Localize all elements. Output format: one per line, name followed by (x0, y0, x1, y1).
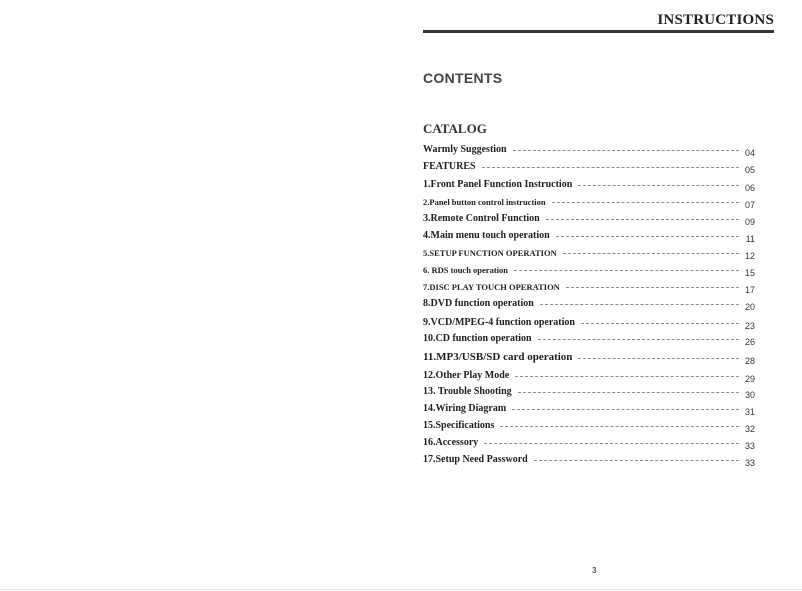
toc-entry (423, 416, 755, 434)
toc-entry-label: 17.Setup Need Password (423, 454, 528, 465)
toc-entry-page: 07 (744, 200, 755, 210)
toc-entry-label: 2.Panel button control instruction (423, 197, 546, 207)
toc-entry-page: 11 (745, 234, 755, 244)
toc-entry-label: 16.Accessory (423, 437, 479, 448)
toc-entry-page: 04 (744, 148, 755, 158)
toc-leader (484, 443, 739, 444)
toc-entry (423, 192, 755, 210)
toc-leader (513, 150, 739, 151)
toc-entry-page: 05 (744, 165, 755, 175)
toc-leader (581, 323, 739, 324)
header-rule (423, 30, 774, 33)
toc-leader (563, 253, 739, 254)
toc-entry-label: 9.VCD/MPEG-4 function operation (423, 317, 575, 328)
toc-entry-page: 09 (744, 217, 755, 227)
toc-entry (423, 366, 755, 384)
toc-leader (546, 219, 739, 220)
toc-entry-label: 1.Front Panel Function Instruction (423, 179, 573, 190)
toc-entry-label: 8.DVD function operation (423, 298, 534, 309)
toc-entry-label: 14.Wiring Diagram (423, 403, 507, 414)
page-number: 3 (592, 566, 597, 575)
toc-leader (482, 167, 739, 168)
toc-entry-label: Warmly Suggestion (423, 144, 507, 155)
toc-entry-page: 20 (744, 302, 755, 312)
toc-entry (423, 348, 755, 366)
toc-entry (423, 140, 755, 158)
toc-entry-page: 32 (744, 424, 755, 434)
toc-leader (512, 409, 739, 410)
toc-entry-page: 29 (744, 374, 755, 384)
toc-entry (423, 313, 755, 331)
toc-entry-page: 26 (744, 337, 755, 347)
toc-entry-label: 7.DISC PLAY TOUCH OPERATION (423, 282, 560, 292)
toc-entry (423, 226, 755, 244)
toc-entry (423, 382, 755, 400)
toc-leader (578, 185, 739, 186)
toc-entry (423, 399, 755, 417)
toc-entry-page: 31 (744, 407, 755, 417)
toc-leader (552, 202, 739, 203)
toc-leader (518, 392, 739, 393)
toc-entry (423, 243, 755, 261)
toc-entry (423, 450, 755, 468)
toc-entry-label: FEATURES (423, 161, 476, 172)
toc-entry-page: 28 (744, 356, 755, 366)
toc-entry-label: 15.Specifications (423, 420, 495, 431)
toc-leader (578, 358, 739, 359)
catalog-heading: CATALOG (423, 121, 487, 136)
toc-entry-page: 17 (744, 285, 755, 295)
toc-leader (540, 304, 739, 305)
toc-entry-label: 11.MP3/USB/SD card operation (423, 351, 573, 363)
toc-entry-page: 15 (744, 268, 755, 278)
toc-entry-label: 13. Trouble Shooting (423, 386, 512, 397)
toc-leader (566, 287, 739, 288)
header-title: INSTRUCTIONS (657, 12, 774, 28)
toc-entry (423, 294, 755, 312)
toc-entry-label: 3.Remote Control Function (423, 213, 540, 224)
toc-entry-label: 6. RDS touch operation (423, 265, 509, 275)
toc-entry-label: 12.Other Play Mode (423, 370, 510, 381)
toc-leader (538, 339, 739, 340)
toc-entry-page: 33 (744, 441, 755, 451)
toc-entry (423, 157, 755, 175)
toc-entry (423, 277, 755, 295)
toc-entry-page: 23 (744, 321, 755, 331)
toc-entry-page: 33 (744, 458, 755, 468)
toc-entry (423, 329, 755, 347)
toc-entry-label: 10.CD function operation (423, 333, 532, 344)
toc-leader (515, 376, 739, 377)
toc-entry-page: 12 (744, 251, 755, 261)
toc-leader (500, 426, 739, 427)
toc-leader (534, 460, 739, 461)
toc-leader (514, 270, 739, 271)
toc-entry-page: 06 (744, 183, 755, 193)
toc-entry-label: 5.SETUP FUNCTION OPERATION (423, 248, 557, 258)
toc-entry-page: 30 (744, 390, 755, 400)
toc-entry (423, 209, 755, 227)
toc-entry (423, 260, 755, 278)
page-bottom-edge (0, 589, 802, 590)
toc-entry-label: 4.Main menu touch operation (423, 230, 550, 241)
contents-heading: CONTENTS (423, 70, 503, 86)
toc-entry (423, 433, 755, 451)
toc-entry (423, 175, 755, 193)
toc-leader (556, 236, 739, 237)
